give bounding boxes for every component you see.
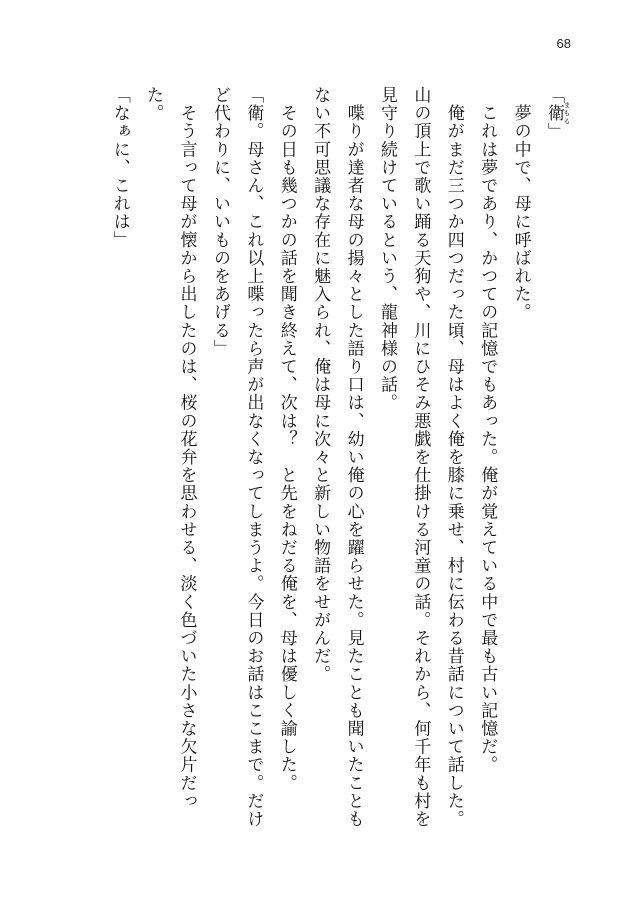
ruby-base: 衛 — [544, 101, 564, 126]
text-line-7: 喋りが達者な母の揚々とした語り口は、幼い俺の心を躍らせた。見たことも聞いたことも — [343, 86, 364, 829]
text-line-5: 山の頂上で歌い踊る天狗や、川にひそみ悪戯を仕掛ける河童の話。それから、何千年も村を — [410, 86, 431, 829]
text-line-14: 「なぁに、これは」 — [109, 86, 130, 249]
text-line-2: 夢の中で、母に呼ばれた。 — [510, 86, 531, 322]
text-line-10: 「衛。母さん、これ以上喋ったら声が出なくなってしまうよ。今日のお話はここまで。だけ — [243, 86, 264, 829]
line-1-tail: 」 — [544, 122, 564, 141]
text-line-1: 「衛 まもる」 — [544, 86, 571, 141]
name-ruby — [544, 101, 571, 126]
text-line-6: 見守り続けているという、龍神様の話。 — [376, 86, 397, 412]
text-line-3: これは夢であり、かつての記憶でもあった。俺が覚えている中で最も古い記憶だ。 — [477, 86, 498, 774]
text-line-11: ど代わりに、いいものをあげる」 — [209, 86, 230, 358]
vertical-text-body — [102, 86, 571, 829]
text-line-13: た。 — [143, 86, 164, 123]
ruby-reading: まもる — [563, 101, 571, 126]
text-line-8: ない不可思議な存在に魅入られ、俺は母に次々と新しい物語をせがんだ。 — [310, 86, 331, 684]
text-line-9: その日も幾つかの話を聞き終えて、次は？ と先をねだる俺を、母は優しく諭した。 — [276, 86, 297, 792]
text-line-4: 俺がまだ三つか四つだった頃、母はよく俺を膝に乗せ、村に伝わる昔話について話した。 — [443, 86, 464, 829]
text-line-12: そう言って母が懐から出したのは、桜の花弁を思わせる、淡く色づいた小さな欠片だっ — [176, 86, 197, 810]
page-number: 68 — [556, 36, 571, 51]
